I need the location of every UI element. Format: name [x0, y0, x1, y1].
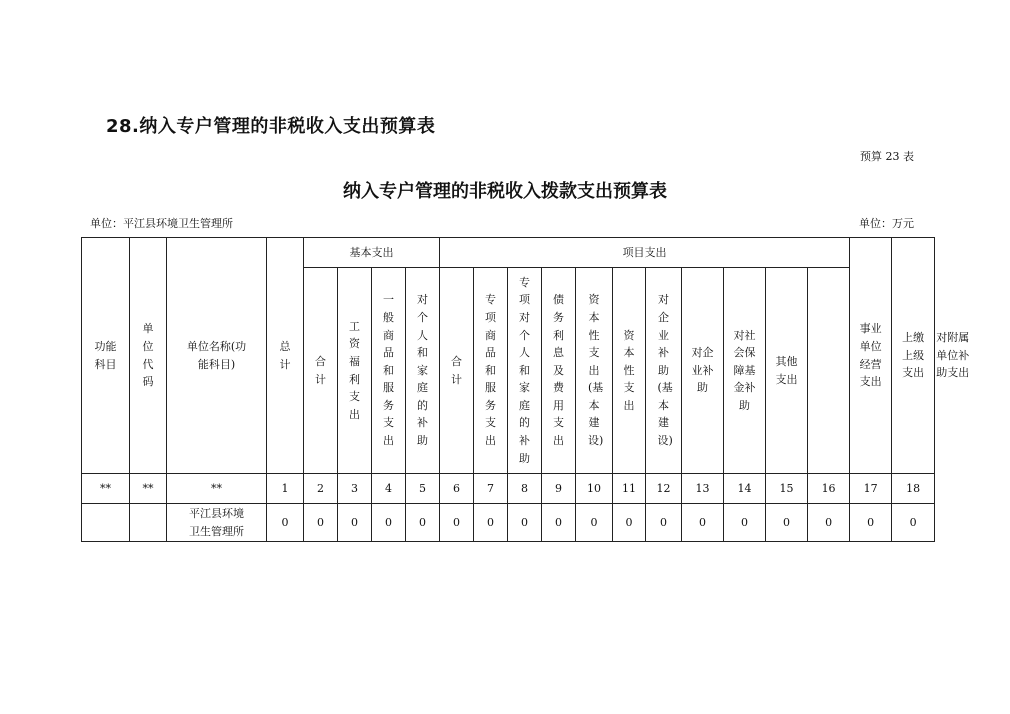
header-proj-goods: 专项商品和服务支出: [474, 268, 508, 474]
index-cell: 14: [724, 474, 766, 504]
index-cell: 11: [613, 474, 646, 504]
value-cell: 0: [576, 504, 613, 542]
header-proj-capital: 资本性支出: [613, 268, 646, 474]
unit-currency: 单位：万元: [859, 217, 914, 230]
index-cell: 12: [646, 474, 682, 504]
header-proj-social: 对社会保障基金补助: [724, 268, 766, 474]
index-cell: 8: [508, 474, 542, 504]
index-cell: 6: [440, 474, 474, 504]
index-cell: **: [130, 474, 167, 504]
section-title: 28.纳入专户管理的非税收入支出预算表: [106, 116, 436, 137]
index-cell: 1: [267, 474, 304, 504]
table-row: [82, 504, 935, 542]
index-cell: 15: [766, 474, 808, 504]
header-superior: 上缴上级支出: [892, 238, 935, 474]
value-cell: 0: [372, 504, 406, 542]
value-cell: 0: [808, 504, 850, 542]
header-basic-group: 基本支出: [304, 238, 440, 268]
value-cell: 0: [892, 504, 935, 542]
index-cell: 13: [682, 474, 724, 504]
cell-code: [130, 504, 167, 542]
index-cell: 16: [808, 474, 850, 504]
header-project-group: 项目支出: [440, 238, 850, 268]
header-unit-code: 单位代码: [130, 238, 167, 474]
header-func-subject: 功能科目: [82, 238, 130, 474]
header-basic-goods: 一般商品和服务支出: [372, 268, 406, 474]
header-proj-total: 合计: [440, 268, 474, 474]
unit-organization: 单位：平江县环境卫生管理所: [90, 217, 233, 230]
value-cell: 0: [304, 504, 338, 542]
budget-table: 功能科目 单位代码 单位名称(功能科目) 总计 基本支出 项目支出 事业单位经营支出 上缴上级支出 对附属单位补助支出 合计 工资福利支出 一般商品和服务支出 对个人和家庭的补助 合计 专项商品和服务支出 专项对个人和家庭的补助 债务利息及费用支出 资本性支出(基本建设) 资本性支出 对企业补助(基本建设) 对企业补助 对社会保障基金补助 其他支出 ** ** ** 1 2 3 4 5 6 7 8 9 10 11 12 13 14 15 16 17 18 平江县环境卫生管理所 0 0 0 0 0 0 0 0 0 0 0 0 0 0 0 0 0 0: [81, 237, 935, 542]
header-total: 总计: [267, 238, 304, 474]
header-business: 事业单位经营支出: [850, 238, 892, 474]
value-cell: 0: [850, 504, 892, 542]
index-cell: 18: [892, 474, 935, 504]
table-number: 预算 23 表: [860, 150, 914, 163]
cell-func: [82, 504, 130, 542]
header-unit-name: 单位名称(功能科目): [167, 238, 267, 474]
index-cell: 7: [474, 474, 508, 504]
value-cell: 0: [646, 504, 682, 542]
value-cell: 0: [474, 504, 508, 542]
value-cell: 0: [440, 504, 474, 542]
index-row: [82, 474, 935, 504]
value-cell: 0: [724, 504, 766, 542]
value-cell: 0: [508, 504, 542, 542]
header-proj-capital-build: 资本性支出(基本建设): [576, 268, 613, 474]
value-cell: 0: [406, 504, 440, 542]
index-cell: **: [82, 474, 130, 504]
header-proj-debt: 债务利息及费用支出: [542, 268, 576, 474]
index-cell: 5: [406, 474, 440, 504]
index-cell: **: [167, 474, 267, 504]
value-cell: 0: [338, 504, 372, 542]
index-cell: 9: [542, 474, 576, 504]
header-basic-wages: 工资福利支出: [338, 268, 372, 474]
index-cell: 4: [372, 474, 406, 504]
header-proj-personal: 专项对个人和家庭的补助: [508, 268, 542, 474]
header-proj-other: 其他支出: [766, 268, 808, 474]
value-cell: 0: [766, 504, 808, 542]
header-proj-enterprise-build: 对企业补助(基本建设): [646, 268, 682, 474]
header-basic-total: 合计: [304, 268, 338, 474]
index-cell: 10: [576, 474, 613, 504]
value-cell: 0: [613, 504, 646, 542]
index-cell: 3: [338, 474, 372, 504]
value-cell: 0: [682, 504, 724, 542]
value-cell: 0: [542, 504, 576, 542]
header-proj-enterprise: 对企业补助: [682, 268, 724, 474]
index-cell: 17: [850, 474, 892, 504]
value-cell: 0: [267, 504, 304, 542]
index-cell: 2: [304, 474, 338, 504]
cell-unit-name: 平江县环境卫生管理所: [167, 504, 267, 542]
header-basic-personal: 对个人和家庭的补助: [406, 268, 440, 474]
page-title: 纳入专户管理的非税收入拨款支出预算表: [343, 181, 667, 202]
